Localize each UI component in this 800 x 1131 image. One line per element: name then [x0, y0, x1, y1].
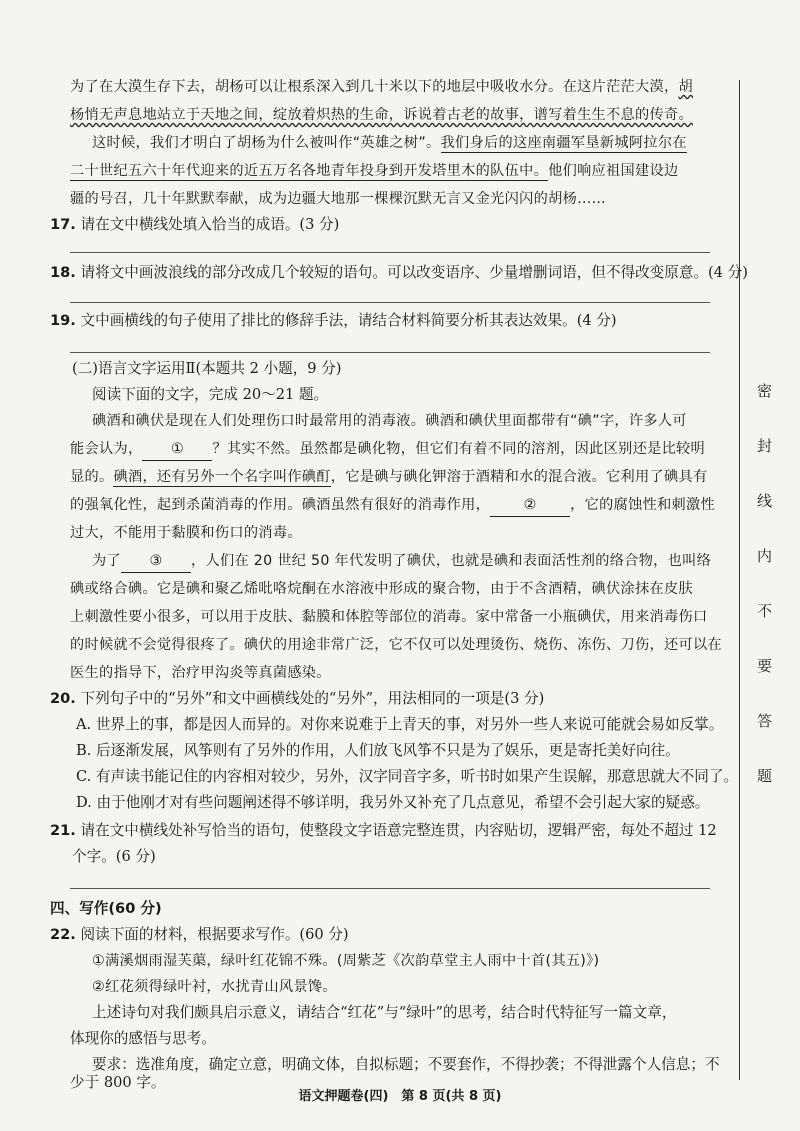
underlined-text: 碘酒，还有另外一个名字叫作碘酊	[113, 469, 331, 485]
text: 的强氧化性，起到杀菌消毒的作用。碘酒虽然有很好的消毒作用，	[70, 497, 491, 513]
option-c[interactable]: C. 有声读书能记住的内容相对较少，另外，汉字同音字多，听书时如果产生误解，那意思就大不同了。	[76, 768, 739, 785]
text: 过大，不能用于黏膜和伤口的消毒。	[70, 525, 302, 541]
underlined-text: 二十世纪五六十年代迎来的近五万名各地青年投身到开发塔里木的队伍中。	[70, 163, 549, 179]
material-1: ①满溪烟雨湿芙蕖，绿叶红花锦不殊。(周紫芝《次韵草堂主人雨中十首(其五)》)	[92, 953, 600, 969]
passage-line	[70, 438, 705, 461]
question-number: 20.	[50, 690, 76, 707]
seal-char: 线	[757, 492, 773, 510]
question-20	[50, 688, 544, 710]
prompt-line: 少于 800 字。	[70, 1074, 166, 1091]
question-22	[50, 924, 349, 946]
prompt-line: 上述诗句对我们颇具启示意义，请结合“红花”与“绿叶”的思考，结合时代特征写一篇文章，	[92, 1004, 677, 1021]
answer-line[interactable]	[70, 352, 710, 353]
passage-line	[70, 494, 715, 517]
seal-char: 封	[757, 437, 773, 455]
page-footer: 语文押题卷(四) 第 8 页(共 8 页)	[298, 1089, 502, 1104]
seal-char: 不	[757, 602, 773, 620]
passage-line: 上刺激性要小很多，可以用于皮肤、黏膜和体腔等部位的消毒。家中常备一小瓶碘伏，用来消毒伤口	[70, 609, 708, 625]
material-2: ②红花须得绿叶衬，水扰青山风景馋。	[92, 979, 337, 995]
section-intro: 阅读下面的文字，完成 20～21 题。	[92, 386, 329, 403]
text: 为了	[92, 553, 121, 569]
text: 能会认为，	[70, 441, 143, 457]
text: 他们响应祖国建设边	[548, 163, 679, 179]
blank-3[interactable]: ③	[121, 550, 191, 573]
option-a[interactable]: A. 世界上的事，都是因人而异的。对你来说难于上青天的事，对另外一些人来说可能就会易如反掌。	[76, 716, 724, 733]
question-number: 21.	[50, 822, 76, 839]
wavy-text: 杨悄无声息地站立于天地之间，绽放着炽热的生命，诉说着古老的故事，谱写着生生不息的传奇。	[70, 107, 693, 123]
question-21-cont: 个字。(6 分)	[72, 848, 156, 865]
text: ，它是碘与碘化钾溶于酒精和水的混合液。它利用了碘具有	[330, 469, 708, 485]
seal-char: 要	[757, 657, 773, 675]
question-19	[50, 310, 617, 332]
question-text: 请在文中横线处填入恰当的成语。(3 分)	[80, 216, 340, 233]
blank-2[interactable]: ②	[490, 494, 570, 517]
text: ，它的腐蚀性和刺激性	[570, 497, 716, 513]
seal-char: 内	[757, 547, 773, 565]
passage-line	[70, 522, 302, 544]
text: 显的。	[70, 469, 114, 485]
seal-char: 密	[757, 382, 773, 400]
passage-line	[70, 160, 678, 182]
text: 碘酒和碘伏是现在人们处理伤口时最常用的消毒液。碘酒和碘伏里面都带有“碘”字，许多人可	[92, 413, 687, 429]
question-18	[50, 262, 748, 284]
question-text: 请在文中横线处补写恰当的语句，使整段文字语意完整连贯，内容贴切，逻辑严密，每处不超过 12	[80, 822, 717, 839]
question-number: 22.	[50, 926, 76, 943]
question-number: 18.	[50, 264, 76, 281]
text: 为了在大漠生存下去，胡杨可以让根系深入到几十米以下的地层中吸收水分。在这片茫茫大漠，	[70, 79, 679, 95]
prompt-line: 体现你的感悟与思考。	[70, 1030, 216, 1047]
passage-line	[70, 76, 693, 98]
seal-char: 题	[757, 767, 773, 785]
question-21	[50, 820, 717, 842]
passage-line	[92, 550, 711, 573]
option-d[interactable]: D. 由于他刚才对有些问题阐述得不够详明，我另外又补充了几点意见，希望不会引起大家的疑惑。	[76, 794, 710, 811]
question-text: 阅读下面的材料，根据要求写作。(60 分)	[80, 926, 349, 943]
passage-line: 的时候就不会觉得很疼了。碘伏的用途非常广泛，它不仅可以处理烫伤、烧伤、冻伤、刀伤，还可以在	[70, 637, 722, 653]
section-title: 四、写作(60 分)	[50, 900, 162, 917]
prompt-line: 要求：选准角度，确定立意，明确文体，自拟标题；不要套作，不得抄袭；不得泄露个人信息；不	[92, 1056, 720, 1073]
question-text: 下列句子中的“另外”和文中画横线处的“另外”，用法相同的一项是(3 分)	[80, 690, 545, 707]
question-17	[50, 214, 339, 236]
question-text: 文中画横线的句子使用了排比的修辞手法，请结合材料简要分析其表达效果。(4 分)	[80, 312, 617, 329]
blank-1[interactable]: ①	[142, 438, 212, 461]
passage-line: 碘或络合碘。它是碘和聚乙烯吡咯烷酮在水溶液中形成的聚合物，由于不含酒精，碘伏涂抹在皮肤	[70, 581, 693, 597]
text: ？其实不然。虽然都是碘化物，但它们有着不同的溶剂，因此区别还是比较明	[212, 441, 706, 457]
seal-char: 答	[757, 712, 773, 730]
underlined-text: 我们身后的这座南疆军垦新城阿拉尔在	[440, 135, 687, 151]
seal-column	[739, 80, 790, 1080]
passage-line: 医生的指导下，治疗甲沟炎等真菌感染。	[70, 665, 331, 681]
passage-line	[70, 466, 707, 488]
question-number: 17.	[50, 216, 76, 233]
answer-line[interactable]	[70, 302, 710, 303]
text: 疆的号召，几十年默默奉献，成为边疆大地那一棵棵沉默无言又金光闪闪的胡杨……	[70, 191, 607, 207]
question-number: 19.	[50, 312, 76, 329]
question-text: 请将文中画波浪线的部分改成几个较短的语句。可以改变语序、少量增删词语，但不得改变原意。(4 分)	[80, 264, 748, 281]
text: 这时候，我们才明白了胡杨为什么被叫作“英雄之树”。	[92, 135, 441, 151]
answer-line[interactable]	[70, 252, 710, 253]
option-b[interactable]: B. 后逐渐发展，风筝则有了另外的作用，人们放飞风筝不只是为了娱乐，更是寄托美好向往。	[76, 742, 680, 759]
passage-line	[70, 104, 693, 126]
passage-line	[92, 410, 687, 432]
answer-line[interactable]	[70, 888, 710, 889]
wavy-text: 胡	[678, 79, 693, 95]
passage-line	[92, 132, 687, 154]
passage-line	[70, 188, 606, 210]
section-title: (二)语言文字运用Ⅱ(本题共 2 小题，9 分)	[72, 360, 342, 377]
text: ，人们在 20 世纪 50 年代发明了碘伏，也就是碘和表面活性剂的络合物，也叫络	[190, 553, 712, 569]
